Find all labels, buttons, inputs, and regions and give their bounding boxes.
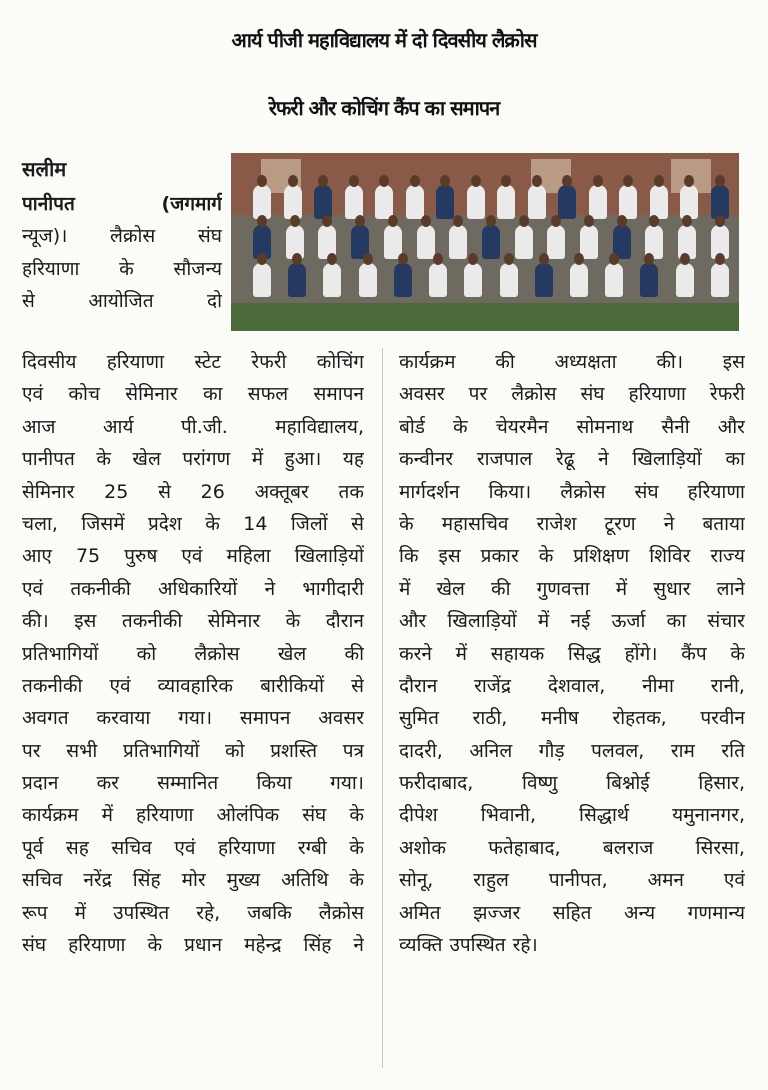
photo-row [253,225,729,259]
text-line: अवगत करवाया गया। समापन अवसर [22,707,364,730]
photo-ground [231,303,739,331]
text-line: प्रतिभागियों को लैक्रोस खेल की [22,642,364,665]
column-left [22,346,364,961]
text-line: बोर्ड के चेयरमैन सोमनाथ सैनी और [399,415,745,438]
text-line: मार्गदर्शन किया। लैक्रोस संघ हरियाणा [399,480,745,503]
text-line: तकनीकी एवं व्यावहारिक बारीकियों से [22,674,364,697]
text-line: करने में सहायक सिद्ध होंगे। कैंप के [399,642,745,665]
text-line: अमित झज्जर सहित अन्य गणमान्य [399,901,745,924]
text-line: अशोक फतेहाबाद, बलराज सिरसा, [399,836,745,859]
text-line: पानीपत के खेल परांगण में हुआ। यह [22,448,364,471]
text-line: न्यूज)। लैक्रोस संघ [22,225,222,248]
text-line: चला, जिसमें प्रदेश के 14 जिलों से [22,512,364,535]
headline-line-1: आर्य पीजी महाविद्यालय में दो दिवसीय लैक्रोस [231,28,537,52]
text-line: हरियाणा के सौजन्य [22,257,222,280]
text-line: एवं तकनीकी अधिकारियों ने भागीदारी [22,577,364,600]
text-line: में खेल की गुणवत्ता में सुधार लाने [399,577,745,600]
text-line: दादरी, अनिल गौड़ पलवल, राम रति [399,739,745,762]
text-line: और खिलाड़ियों में नई ऊर्जा का संचार [399,610,745,633]
text-line: प्रदान कर सम्मानित किया गया। [22,772,364,795]
text-line: आए 75 पुरुष एवं महिला खिलाड़ियों [22,545,364,568]
text-line: फरीदाबाद, विष्णु बिश्नोई हिसार, [399,772,745,795]
text-line: सोनू, राहुल पानीपत, अमन एवं [399,869,745,892]
text-line: दौरान राजेंद्र देशवाल, नीमा रानी, [399,674,745,697]
text-line: से आयोजित दो [22,290,222,313]
text-line: दीपेश भिवानी, सिद्धार्थ यमुनानगर, [399,804,745,827]
column-top [22,188,222,318]
text-line: कार्यक्रम की अध्यक्षता की। इस [399,351,745,373]
text-line: कार्यक्रम में हरियाणा ओलंपिक संघ के [22,804,364,827]
text-line: के महासचिव राजेश टूरण ने बताया [399,512,745,535]
column-right [399,346,745,961]
headline-line-2: रेफरी और कोचिंग कैंप का समापन [268,96,500,120]
text-line: सेमिनार 25 से 26 अक्तूबर तक [22,480,364,503]
text-line: रूप में उपस्थित रहे, जबकि लैक्रोस [22,901,364,924]
text-line: सुमित राठी, मनीष रोहतक, परवीन [399,707,745,730]
group-photo [231,153,739,331]
text-line: कि इस प्रकार के प्रशिक्षण शिविर राज्य [399,545,745,568]
byline: सलीम [22,157,67,181]
text-line: पानीपत (जगमार्ग [22,193,222,215]
text-line: सचिव नरेंद्र सिंह मोर मुख्य अतिथि के [22,869,364,892]
column-divider [382,348,383,1068]
text-line: व्यक्ति उपस्थित रहे। [399,934,538,957]
text-line: पर सभी प्रतिभागियों को प्रशस्ति पत्र [22,739,364,762]
photo-row [253,185,729,219]
text-line: कन्वीनर राजपाल रेढू ने खिलाड़ियों का [399,448,745,471]
headline [0,6,768,142]
photo-row [253,263,729,297]
text-line: अवसर पर लैक्रोस संघ हरियाणा रेफरी [399,383,745,406]
text-line: आज आर्य पी.जी. महाविद्यालय, [22,415,364,438]
text-line: पूर्व सह सचिव एवं हरियाणा रग्बी के [22,836,364,859]
text-line: दिवसीय हरियाणा स्टेट रेफरी कोचिंग [22,351,364,373]
text-line: संघ हरियाणा के प्रधान महेन्द्र सिंह ने [22,934,364,957]
text-line: की। इस तकनीकी सेमिनार के दौरान [22,610,364,633]
text-line: एवं कोच सेमिनार का सफल समापन [22,383,364,406]
